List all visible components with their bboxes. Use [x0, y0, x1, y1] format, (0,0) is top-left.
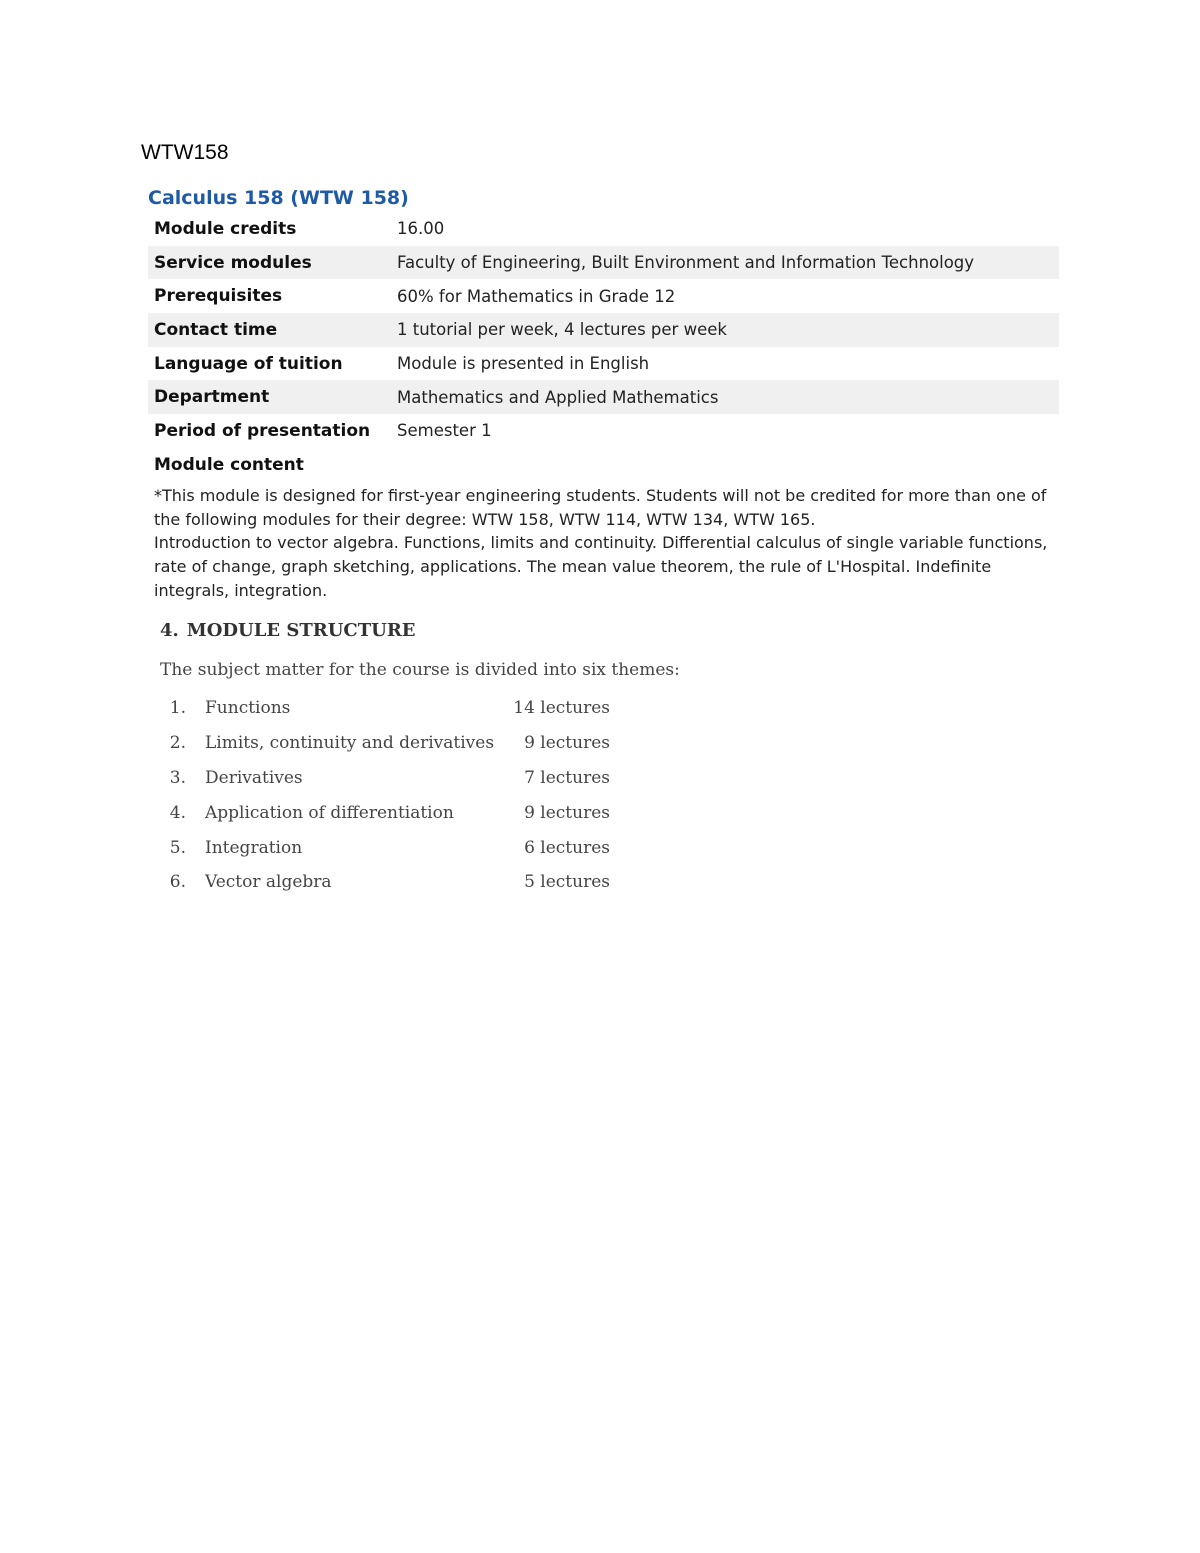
theme-name: Functions	[205, 698, 291, 718]
info-label: Period of presentation	[154, 420, 371, 441]
module-content-text	[154, 484, 1054, 603]
theme-list	[160, 692, 620, 901]
theme-item	[160, 866, 620, 901]
module-content-label: Module content	[154, 455, 304, 475]
theme-lectures: 7 lectures	[524, 767, 610, 788]
info-row-language	[148, 347, 1059, 381]
info-row-department	[148, 380, 1059, 414]
section-title: MODULE STRUCTURE	[186, 620, 416, 641]
info-row-prerequisites	[148, 279, 1059, 313]
theme-lectures: 9 lectures	[524, 802, 610, 823]
info-row-credits	[148, 212, 1059, 246]
theme-lectures: 5 lectures	[524, 872, 610, 893]
theme-item	[160, 762, 620, 797]
theme-item	[160, 727, 620, 762]
theme-name: Integration	[205, 837, 303, 858]
info-value: 1 tutorial per week, 4 lectures per week	[391, 313, 1059, 347]
info-row-service-modules	[148, 246, 1059, 280]
module-heading: Calculus 158 (WTW 158)	[148, 187, 409, 209]
theme-number: 4.	[169, 802, 186, 823]
theme-lectures: 6 lectures	[524, 837, 610, 858]
info-label: Service modules	[148, 246, 391, 280]
info-value: Module is presented in English	[397, 354, 650, 374]
theme-name: Vector algebra	[205, 872, 332, 893]
info-label: Contact time	[148, 313, 391, 347]
info-label: Prerequisites	[154, 286, 283, 307]
document-title: WTW158	[141, 141, 229, 164]
theme-number: 6.	[169, 872, 186, 893]
info-value: 16.00	[397, 219, 445, 239]
section-heading	[160, 620, 416, 641]
info-label: Module credits	[154, 218, 297, 239]
theme-number: 2.	[169, 732, 186, 753]
info-value: Mathematics and Applied Mathematics	[391, 380, 1059, 414]
info-value: 60% for Mathematics in Grade 12	[397, 286, 676, 306]
info-value: Faculty of Engineering, Built Environment and Information Technology	[391, 246, 1059, 280]
info-row-period	[148, 414, 1059, 448]
module-content-paragraph: Introduction to vector algebra. Functions, limits and continuity. Differential calculus of single variable functions, rate of change, graph sketching, applications. The mean value theorem, the rule of L'Hospital. Indefinite integrals, integration.	[154, 533, 1048, 600]
module-content-paragraph: *This module is designed for first-year engineering students. Students will not be credited for more than one of the following modules for their degree: WTW 158, WTW 114, WTW 134, WTW 165.	[154, 486, 1047, 529]
section-number: 4.	[160, 620, 179, 641]
module-info-table	[148, 212, 1059, 448]
theme-item	[160, 692, 620, 727]
info-value: Semester 1	[397, 421, 492, 441]
theme-number: 1.	[169, 698, 186, 718]
info-row-contact-time	[148, 313, 1059, 347]
theme-lectures: 14 lectures	[513, 698, 610, 718]
theme-name: Limits, continuity and derivatives	[205, 732, 495, 753]
theme-item	[160, 832, 620, 867]
theme-item	[160, 797, 620, 832]
theme-number: 3.	[169, 767, 186, 788]
info-label: Language of tuition	[154, 353, 343, 374]
theme-lectures: 9 lectures	[524, 732, 610, 753]
theme-name: Application of differentiation	[205, 802, 454, 823]
info-label: Department	[148, 380, 391, 414]
theme-number: 5.	[169, 837, 186, 858]
theme-name: Derivatives	[205, 767, 303, 788]
structure-intro: The subject matter for the course is divided into six themes:	[160, 660, 680, 680]
